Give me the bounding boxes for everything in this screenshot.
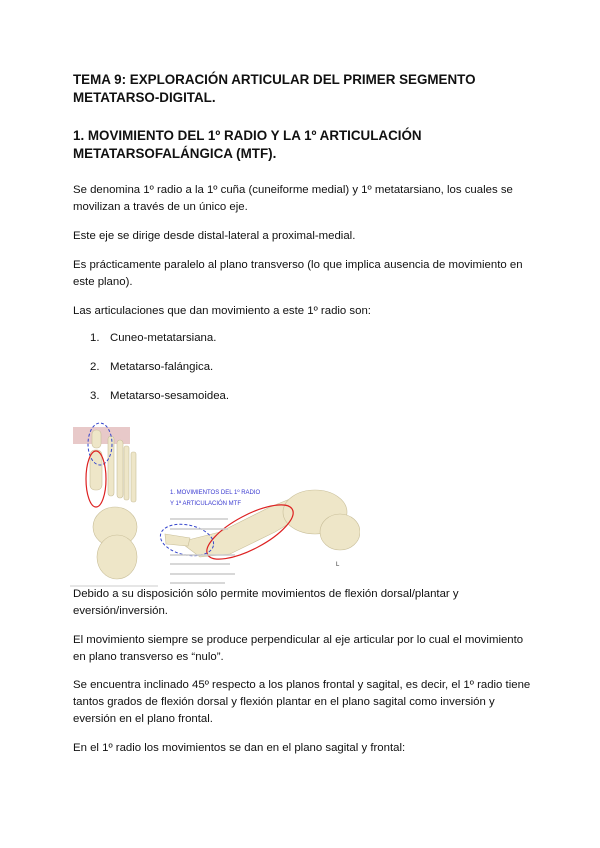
list-text: Metatarso-falángica. xyxy=(110,361,214,373)
list-text: Metatarso-sesamoidea. xyxy=(110,390,230,402)
foot-top-view xyxy=(90,430,137,579)
paragraph: Se denomina 1º radio a la 1º cuña (cuneiforme medial) y 1º metatarsiano, los cuales se movilizan a través de un único eje. xyxy=(73,184,513,213)
list-item xyxy=(90,390,229,402)
list-item xyxy=(90,332,216,344)
list-item xyxy=(90,361,213,373)
paragraph: En el 1º radio los movimientos se dan en el plano sagital y frontal: xyxy=(73,742,406,754)
list-number: 2. xyxy=(90,361,100,373)
page-title: TEMA 9: EXPLORACIÓN ARTICULAR DEL PRIMER SEGMENTO METATARSO-DIGITAL. xyxy=(73,72,476,105)
figure-caption-line: 1. MOVIMIENTOS DEL 1º RADIO xyxy=(170,490,261,496)
figure-caption xyxy=(170,488,260,510)
section-heading: 1. MOVIMIENTO DEL 1º RADIO Y LA 1º ARTICULACIÓN METATARSOFALÁNGICA (MTF). xyxy=(73,128,422,161)
list-number: 1. xyxy=(90,332,100,344)
foot-anatomy-figure xyxy=(70,422,360,587)
paragraph: Es prácticamente paralelo al plano transverso (lo que implica ausencia de movimiento en este plano). xyxy=(73,259,523,288)
list-number: 3. xyxy=(90,390,100,402)
figure-caption-line: Y 1ª ARTICULACIÓN MTF xyxy=(170,501,242,507)
paragraph: Las articulaciones que dan movimiento a este 1º radio son: xyxy=(73,305,371,317)
paragraph: Este eje se dirige desde distal-lateral a proximal-medial. xyxy=(73,230,356,242)
paragraph: Debido a su disposición sólo permite movimientos de flexión dorsal/plantar y eversión/inversión. xyxy=(73,588,459,617)
figure-label: L xyxy=(336,562,340,568)
paragraph: El movimiento siempre se produce perpendicular al eje articular por lo cual el movimiento en plano transverso es “nulo”. xyxy=(73,634,524,663)
list-text: Cuneo-metatarsiana. xyxy=(110,332,217,344)
paragraph: Se encuentra inclinado 45º respecto a los planos frontal y sagital, es decir, el 1º radio tiene tantos grados de flexión dorsal y flexión plantar en el plano sagital como inversión y eversión en el plano frontal. xyxy=(73,679,531,725)
